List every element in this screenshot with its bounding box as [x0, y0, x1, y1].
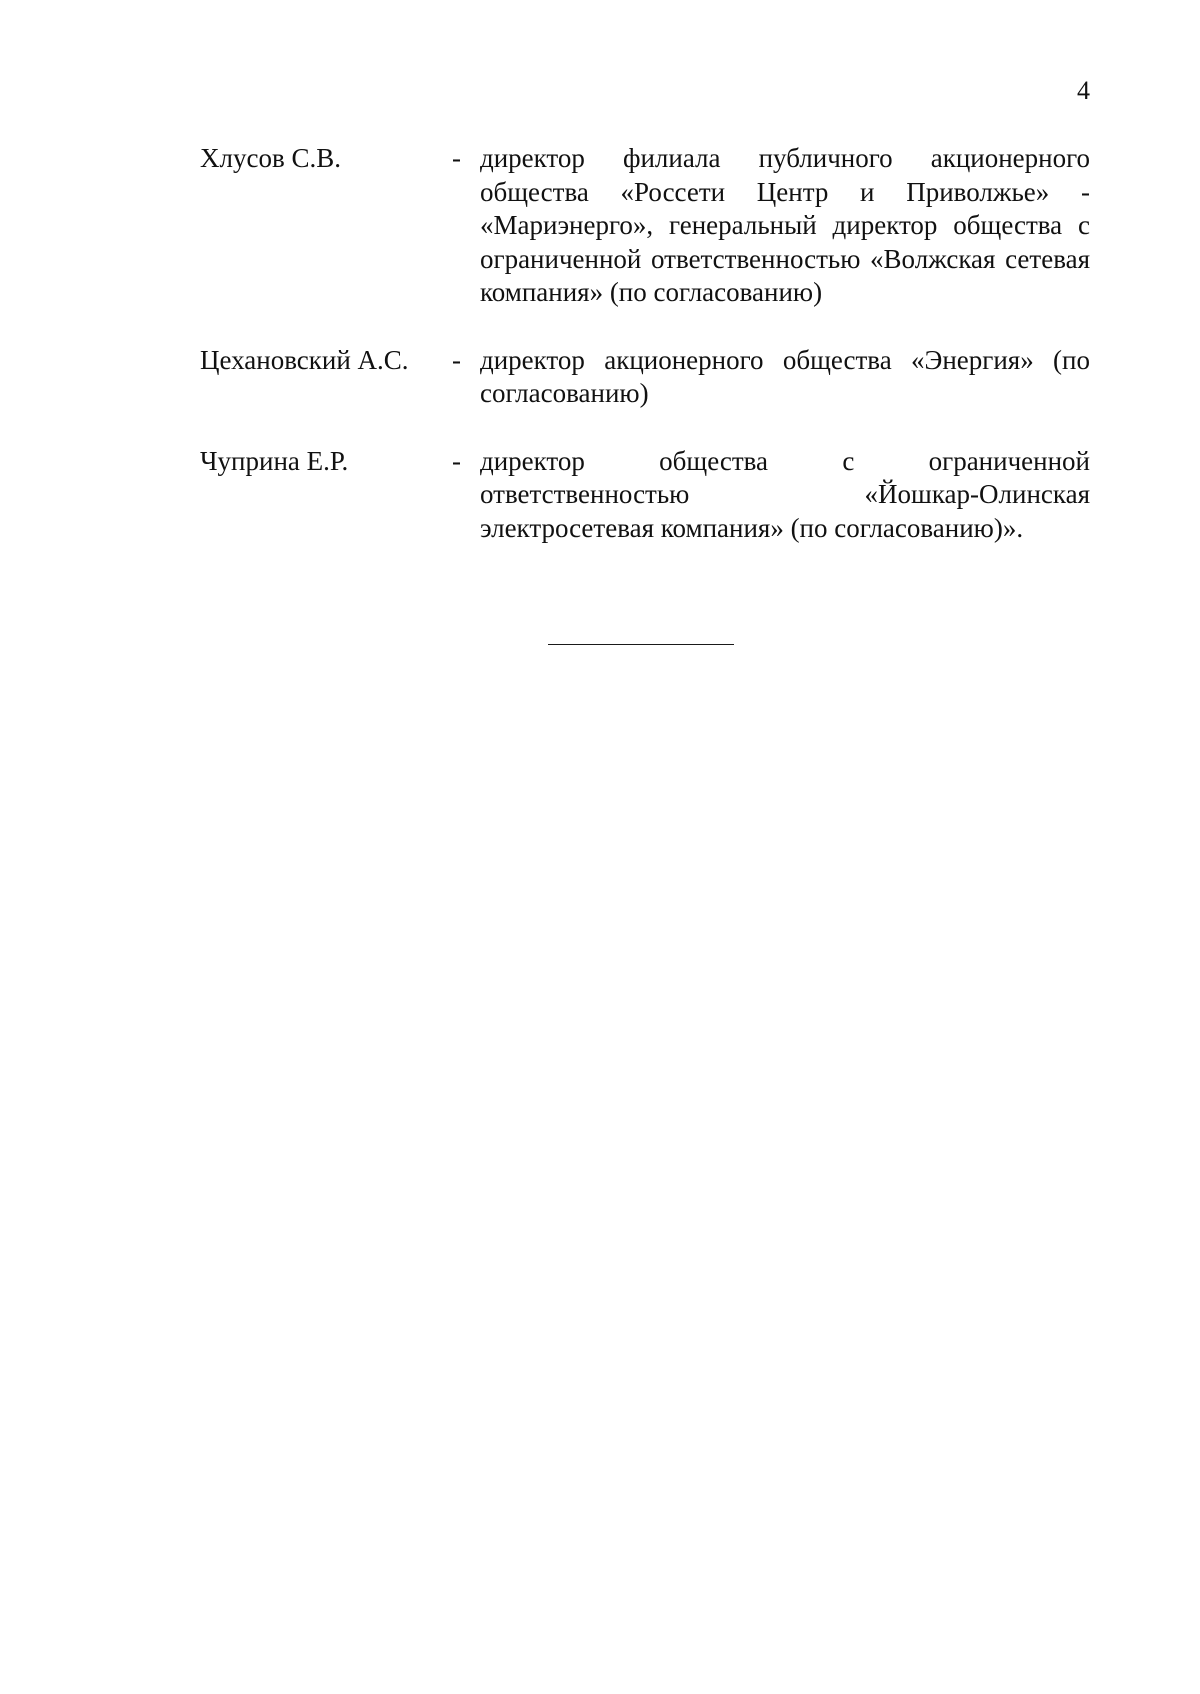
end-separator-line	[548, 644, 734, 645]
list-item	[200, 445, 1090, 546]
member-position: директор акционерного общества «Энергия» (по согласованию)	[480, 344, 1090, 408]
dash-separator: -	[452, 445, 461, 476]
member-position: директор филиала публичного акционерного общества «Россети Центр и Приволжье» - «Мариэнерго», генеральный директор общества с ограниченной ответственностью «Волжская сетевая компания» (по согласованию)	[480, 143, 1090, 307]
dash-separator: -	[452, 143, 461, 173]
list-item	[200, 142, 1090, 310]
member-name: Чуприна Е.Р.	[200, 445, 349, 476]
list-item	[200, 344, 1090, 411]
member-name: Хлусов С.В.	[200, 143, 341, 173]
dash-separator: -	[452, 344, 461, 375]
member-name: Цехановский А.С.	[200, 344, 409, 375]
member-position: директор общества с ограниченной ответственностью «Йошкар-Олинская электросетевая компания» (по согласованию)».	[480, 445, 1090, 543]
member-list	[200, 142, 1090, 579]
page-number: 4	[1077, 76, 1090, 105]
